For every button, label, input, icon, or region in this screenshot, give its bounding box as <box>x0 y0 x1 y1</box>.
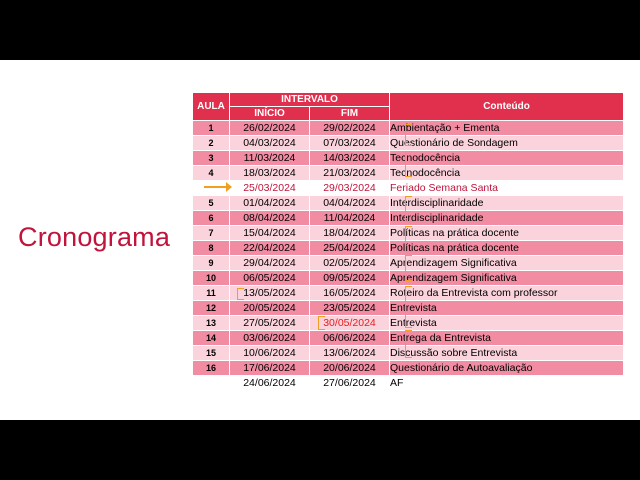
aula-cell: 15 <box>193 346 230 361</box>
conteudo-cell: Aprendizagem Significativa <box>390 256 624 271</box>
bracket-icon <box>405 226 412 252</box>
fim-cell-highlight: 30/05/2024 <box>310 316 390 331</box>
slide-title: Cronograma <box>18 222 171 252</box>
aula-cell <box>193 376 230 391</box>
fim-cell: 13/06/2024 <box>310 346 390 361</box>
bracket-icon <box>237 288 244 300</box>
aula-cell: 4 <box>193 166 230 181</box>
inicio-cell: 17/06/2024 <box>230 361 310 376</box>
conteudo-cell: Questionário de Sondagem <box>390 136 624 151</box>
conteudo-cell: Políticas na prática docente <box>390 226 624 241</box>
header-aula: AULA <box>193 93 230 121</box>
aula-cell: 6 <box>193 211 230 226</box>
conteudo-cell: Ambientação + Ementa <box>390 121 624 136</box>
aula-cell: 10 <box>193 271 230 286</box>
fim-cell: 29/02/2024 <box>310 121 390 136</box>
fim-cell: 20/06/2024 <box>310 361 390 376</box>
fim-cell: 18/04/2024 <box>310 226 390 241</box>
inicio-cell: 13/05/2024 <box>230 286 310 301</box>
conteudo-cell: Entrevista <box>390 316 624 331</box>
fim-cell: 06/06/2024 <box>310 331 390 346</box>
fim-cell: 07/03/2024 <box>310 136 390 151</box>
fim-cell: 09/05/2024 <box>310 271 390 286</box>
conteudo-cell: Discussão sobre Entrevista <box>390 346 624 361</box>
inicio-cell: 03/06/2024 <box>230 331 310 346</box>
bracket-icon <box>405 124 412 146</box>
conteudo-cell: Tecnodocência <box>390 166 624 181</box>
aula-cell: 8 <box>193 241 230 256</box>
aula-cell: 12 <box>193 301 230 316</box>
aula-cell: 3 <box>193 151 230 166</box>
aula-cell <box>193 181 230 196</box>
fim-cell: 11/04/2024 <box>310 211 390 226</box>
table-row <box>193 361 624 376</box>
header-conteudo: Conteúdo <box>390 93 624 121</box>
conteudo-cell: Interdisciplinaridade <box>390 196 624 211</box>
bracket-icon <box>318 316 325 330</box>
inicio-cell: 22/04/2024 <box>230 241 310 256</box>
inicio-cell: 25/03/2024 <box>230 181 310 196</box>
inicio-cell: 27/05/2024 <box>230 316 310 331</box>
fim-cell: 29/03/2024 <box>310 181 390 196</box>
aula-cell: 13 <box>193 316 230 331</box>
bracket-icon <box>405 151 412 177</box>
aula-cell: 11 <box>193 286 230 301</box>
conteudo-cell: Aprendizagem Significativa <box>390 271 624 286</box>
fim-cell: 23/05/2024 <box>310 301 390 316</box>
inicio-cell: 01/04/2024 <box>230 196 310 211</box>
conteudo-cell: Questionário de Autoavaliação <box>390 361 624 376</box>
conteudo-cell: Políticas na prática docente <box>390 241 624 256</box>
fim-cell: 21/03/2024 <box>310 166 390 181</box>
conteudo-cell: Feriado Semana Santa <box>390 181 624 196</box>
inicio-cell: 18/03/2024 <box>230 166 310 181</box>
aula-cell: 1 <box>193 121 230 136</box>
fim-cell: 02/05/2024 <box>310 256 390 271</box>
arrow-right-icon <box>204 186 230 188</box>
inicio-cell: 04/03/2024 <box>230 136 310 151</box>
conteudo-cell: Tecnodocência <box>390 151 624 166</box>
aula-cell: 7 <box>193 226 230 241</box>
inicio-cell: 10/06/2024 <box>230 346 310 361</box>
bracket-icon <box>405 255 412 281</box>
fim-cell: 14/03/2024 <box>310 151 390 166</box>
aula-cell: 14 <box>193 331 230 346</box>
conteudo-cell: Roteiro da Entrevista com professor <box>390 286 624 301</box>
aula-cell: 2 <box>193 136 230 151</box>
inicio-cell: 26/02/2024 <box>230 121 310 136</box>
aula-cell: 5 <box>193 196 230 211</box>
bracket-icon <box>405 286 412 328</box>
aula-cell: 16 <box>193 361 230 376</box>
inicio-cell: 29/04/2024 <box>230 256 310 271</box>
conteudo-cell: Entrega da Entrevista <box>390 331 624 346</box>
inicio-cell: 15/04/2024 <box>230 226 310 241</box>
header-fim: FIM <box>310 107 390 121</box>
conteudo-cell: AF <box>390 376 624 391</box>
header-inicio: INÍCIO <box>230 107 310 121</box>
bracket-icon <box>405 196 412 222</box>
inicio-cell: 20/05/2024 <box>230 301 310 316</box>
conteudo-cell: Entrevista <box>390 301 624 316</box>
fim-cell: 25/04/2024 <box>310 241 390 256</box>
aula-cell: 9 <box>193 256 230 271</box>
inicio-cell: 08/04/2024 <box>230 211 310 226</box>
inicio-cell: 11/03/2024 <box>230 151 310 166</box>
inicio-cell: 24/06/2024 <box>230 376 310 391</box>
fim-cell: 16/05/2024 <box>310 286 390 301</box>
table-row <box>193 376 624 391</box>
fim-cell: 04/04/2024 <box>310 196 390 211</box>
header-intervalo: INTERVALO <box>230 93 390 107</box>
conteudo-cell: Interdisciplinaridade <box>390 211 624 226</box>
table-row-holiday <box>193 181 624 196</box>
fim-cell: 27/06/2024 <box>310 376 390 391</box>
bracket-icon <box>405 330 412 358</box>
inicio-cell: 06/05/2024 <box>230 271 310 286</box>
